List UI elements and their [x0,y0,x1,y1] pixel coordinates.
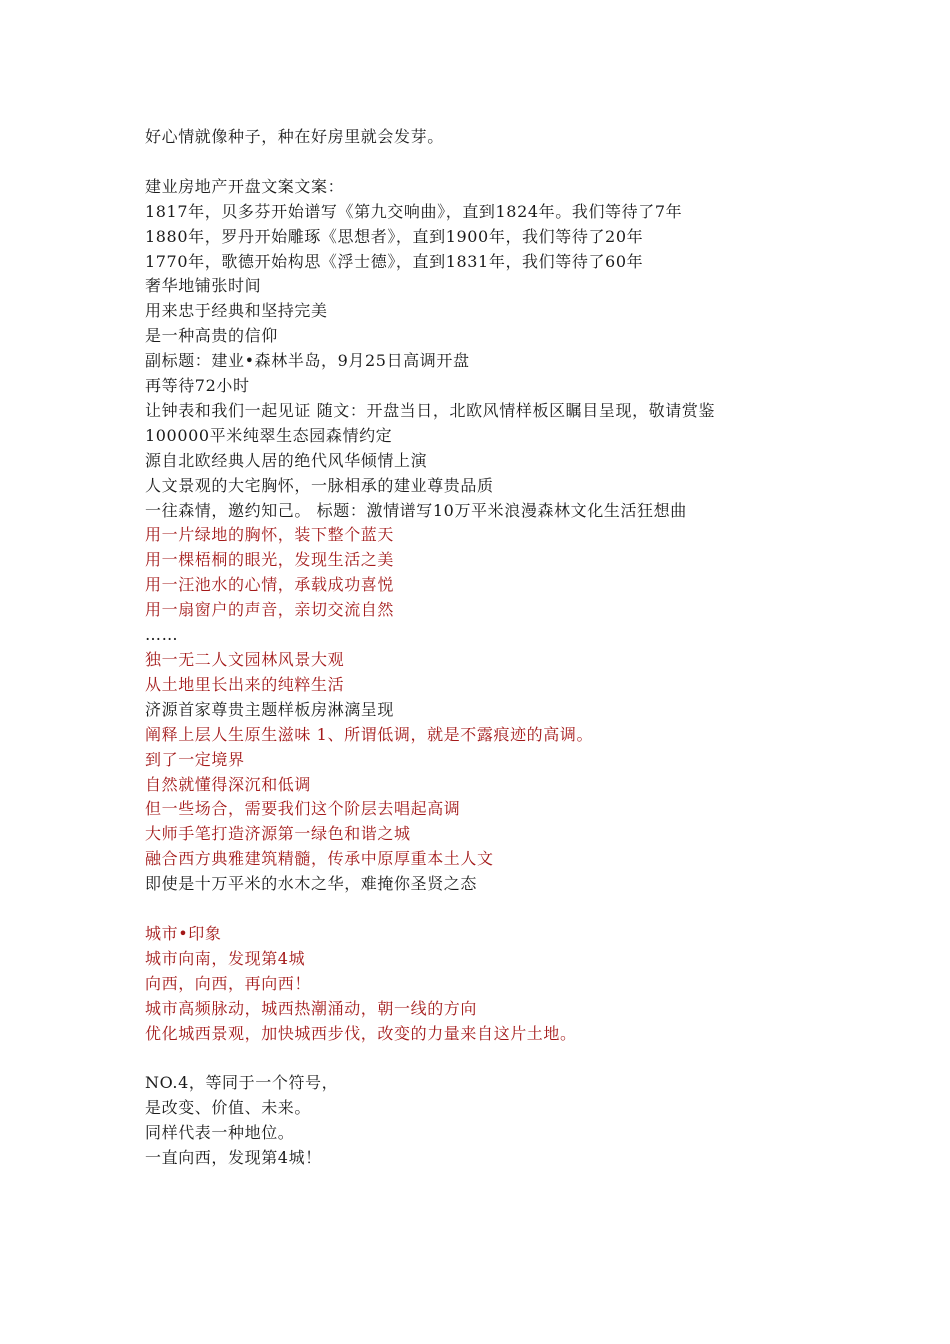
copy-line: 100000平米纯翠生态园森情约定 [145,425,393,445]
copy-line: 从土地里长出来的纯粹生活 [145,674,345,694]
copy-line: 1770年，歌德开始构思《浮士德》，直到1831年，我们等待了60年 [145,251,644,271]
no4-section [145,1071,825,1171]
city-line: 优化城西景观，加快城西步伐，改变的力量来自这片土地。 [145,1023,577,1043]
no4-line: 是改变、价值、未来。 [145,1098,312,1118]
copy-line: 用一棵梧桐的眼光，发现生活之美 [145,550,395,570]
copy-line: 人文景观的大宅胸怀，一脉相承的建业尊贵品质 [145,475,494,495]
city-line: 向西，向西，再向西！ [145,973,312,993]
copy-line: 1880年，罗丹开始雕琢《思想者》，直到1900年，我们等待了20年 [145,226,644,246]
copy-line: 融合西方典雅建筑精髓，传承中原厚重本土人文 [145,849,494,869]
copy-line: 独一无二人文园林风景大观 [145,650,345,670]
main-copy-section [145,175,825,897]
copy-line: 到了一定境界 [145,749,245,769]
no4-line: 一直向西，发现第4城！ [145,1148,322,1168]
copy-line: 1817年，贝多芬开始谱写《第九交响曲》，直到1824年。我们等待了7年 [145,201,683,221]
copy-line: 自然就懂得深沉和低调 [145,774,312,794]
copy-line: …… [145,625,179,645]
city-impression-section [145,922,825,1047]
document-body [145,125,825,1171]
copy-line: 大师手笔打造济源第一绿色和谐之城 [145,824,411,844]
copy-line: 是一种高贵的信仰 [145,326,278,346]
copy-line: 再等待72小时 [145,376,250,396]
copy-line: 让钟表和我们一起见证 随文：开盘当日，北欧风情样板区瞩目呈现，敬请赏鉴 [145,400,716,420]
city-section-title: 城市•印象 [145,923,222,943]
paragraph-gap [145,150,825,175]
copy-line: 但一些场合，需要我们这个阶层去唱起高调 [145,799,461,819]
copy-line: 用一扇窗户的声音，亲切交流自然 [145,600,395,620]
no4-line: NO.4，等同于一个符号， [145,1073,339,1093]
copy-line: 用一汪池水的心情，承载成功喜悦 [145,575,395,595]
copy-line: 源自北欧经典人居的绝代风华倾情上演 [145,450,428,470]
copy-line: 一往森情，邀约知己。 标题：激情谱写10万平米浪漫森林文化生活狂想曲 [145,500,687,520]
city-line: 城市向南，发现第4城 [145,948,306,968]
no4-line: 同样代表一种地位。 [145,1123,295,1143]
paragraph-gap [145,897,825,922]
copy-line: 用来忠于经典和坚持完美 [145,301,328,321]
copy-line: 用一片绿地的胸怀，装下整个蓝天 [145,525,395,545]
copy-line: 奢华地铺张时间 [145,276,262,296]
copy-line: 济源首家尊贵主题样板房淋漓呈现 [145,699,395,719]
paragraph-gap [145,1047,825,1072]
copy-line: 即使是十万平米的水木之华，难掩你圣贤之态 [145,874,478,894]
intro-line: 好心情就像种子，种在好房里就会发芽。 [145,127,444,146]
copy-line: 副标题：建业•森林半岛，9月25日高调开盘 [145,351,470,371]
copy-line: 建业房地产开盘文案文案： [145,176,345,196]
copy-line: 阐释上层人生原生滋味 1、所谓低调，就是不露痕迹的高调。 [145,724,594,744]
city-line: 城市高频脉动，城西热潮涌动，朝一线的方向 [145,998,478,1018]
